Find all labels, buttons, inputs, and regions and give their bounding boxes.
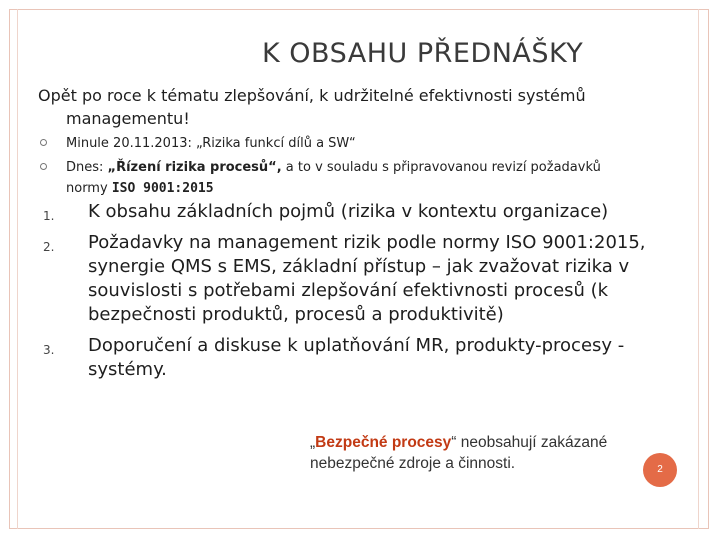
bullet-item — [38, 157, 678, 199]
decorative-line-left — [17, 9, 18, 529]
bullet-text: Minule 20.11.2013: „Rizika funkcí dílů a SW“ — [66, 136, 356, 151]
note-highlight: Bezpečné procesy — [315, 434, 452, 451]
numbered-item — [38, 200, 678, 224]
item-number: 2. — [43, 240, 55, 254]
item-number: 1. — [43, 209, 55, 223]
bullet-list — [38, 133, 678, 202]
intro-line-1: Opět po roce k tématu zlepšování, k udržitelné efektivnosti systémů — [38, 86, 586, 105]
slide-title: K OBSAHU PŘEDNÁŠKY — [262, 38, 584, 69]
note-rest: “ neobsahují zakázané nebezpečné zdroje a činnosti. — [310, 434, 608, 472]
bullet-text-bold: „Řízení rizika procesů“, — [107, 160, 282, 175]
page-number-badge: 2 — [643, 453, 677, 487]
decorative-line-right — [698, 9, 699, 529]
bullet-text-line2-bold: ISO 9001:2015 — [111, 181, 214, 196]
bullet-text-rest: a to v souladu s připravovanou revizí požadavků — [281, 160, 601, 175]
bullet-text-line2-prefix: normy — [66, 181, 112, 196]
note-open-quote: „ — [310, 434, 316, 451]
intro-text — [38, 84, 678, 130]
bullet-text-prefix: Dnes: — [66, 160, 108, 175]
item-text: K obsahu základních pojmů (rizika v kontextu organizace) — [88, 201, 609, 222]
bullet-circle-icon — [40, 163, 47, 170]
numbered-list — [38, 200, 678, 382]
item-number: 3. — [43, 343, 55, 357]
numbered-item — [38, 334, 678, 382]
note-text — [310, 432, 640, 474]
intro-line-2: managementu! — [66, 109, 190, 128]
bullet-item — [38, 133, 678, 154]
numbered-item — [38, 231, 678, 327]
bullet-circle-icon — [40, 139, 47, 146]
item-text: Doporučení a diskuse k uplatňování MR, produkty-procesy -systémy. — [88, 335, 625, 380]
item-text: Požadavky na management rizik podle normy ISO 9001:2015, synergie QMS s EMS, základní přístup – jak zvažovat rizika v souvislosti s potřebami zlepšování efektivnosti procesů (k bezpečnosti produktů, procesů a produktivitě) — [88, 232, 646, 325]
